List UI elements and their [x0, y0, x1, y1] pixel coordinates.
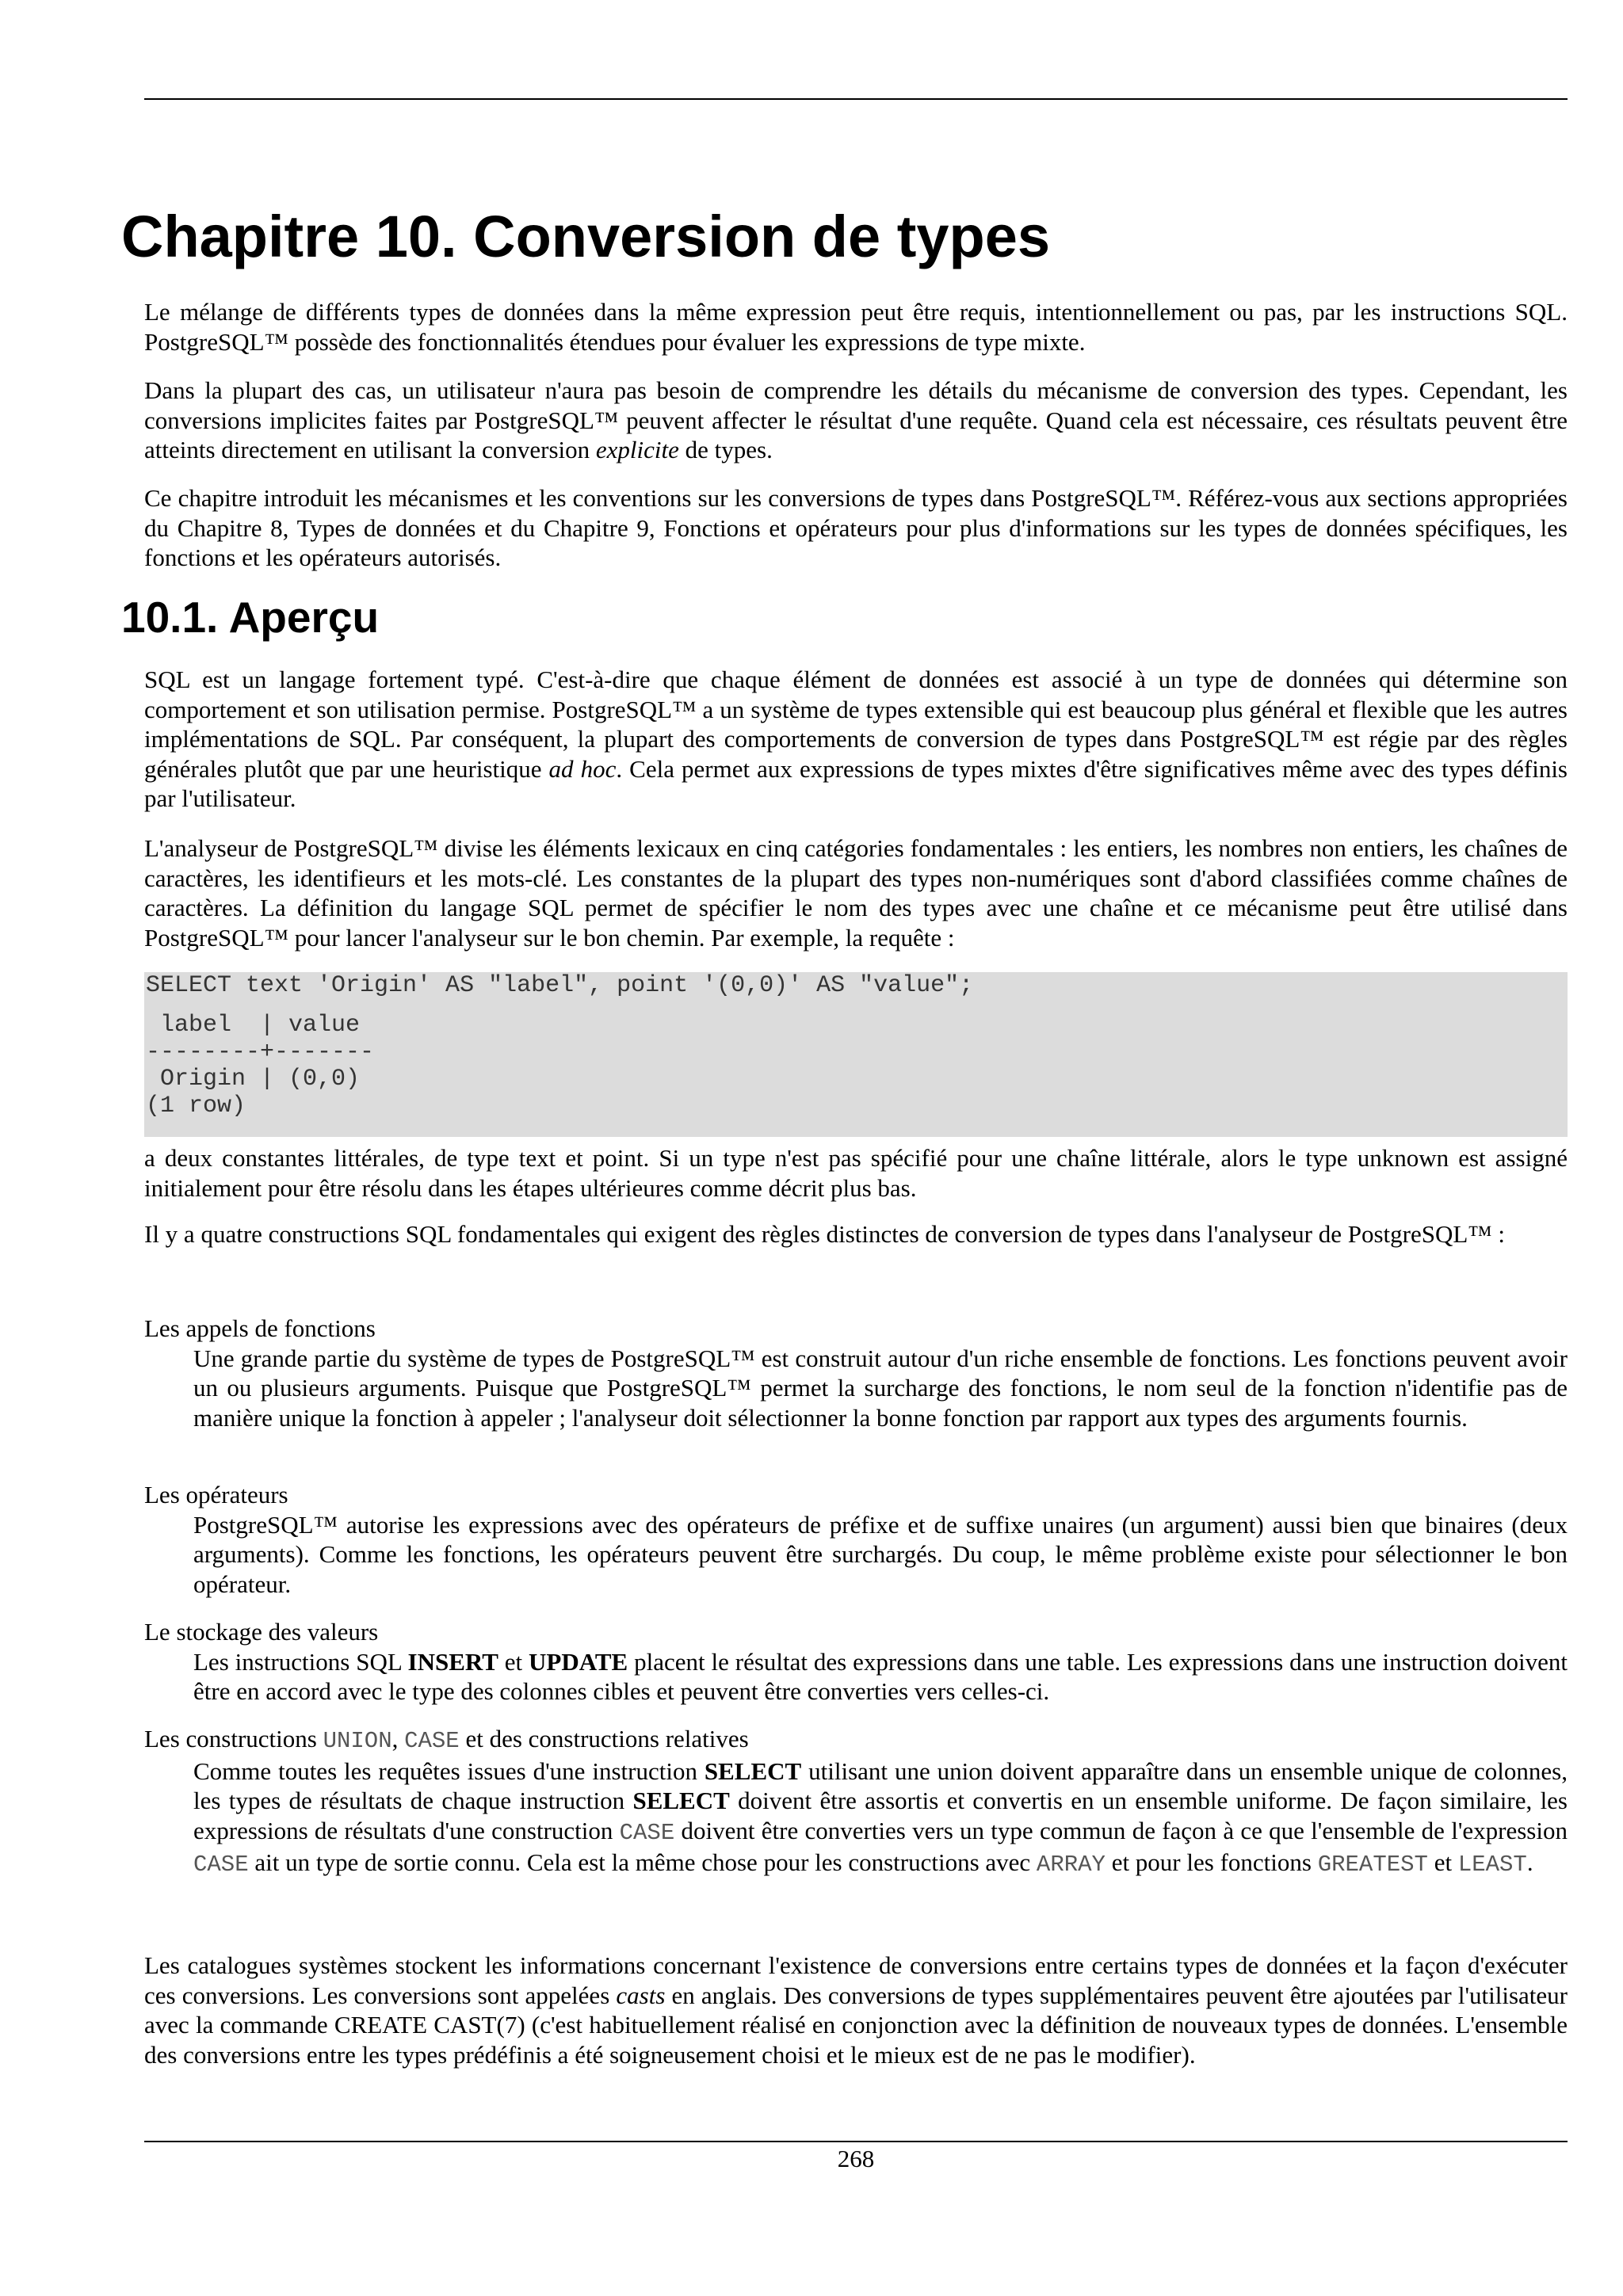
definition-item-function-calls	[144, 1314, 1568, 1432]
sql-keyword-insert: INSERT	[407, 1647, 498, 1676]
section-paragraph-2: L'analyseur de PostgreSQL™ divise les éléments lexicaux en cinq catégories fondamentales : les entiers, les nombres non entiers, les chaînes de caractères, les identifieurs et les mots-clé. Les constantes de la plupart des types non-numériques sont d'abord classifiées comme chaînes de caractères. La définition du langage SQL permet de spécifier le nom des types avec une chaîne et ce mécanisme peut être utilisé dans PostgreSQL™ pour lancer l'analyseur sur le bon chemin. Par exemple, la requête :	[144, 834, 1568, 952]
sql-keyword-select: SELECT	[704, 1756, 802, 1785]
code-array: ARRAY	[1036, 1852, 1106, 1878]
text-segment: doivent être assortis et convertis en un ensemble uniforme. De façon similaire, les expressions de résultats d'une construction	[193, 1787, 1568, 1844]
text-segment: et des constructions relatives	[459, 1725, 749, 1753]
closing-text-end: en anglais. Des conversions de types supplémentaires peuvent être ajoutées par l'utilisateur avec la commande CREATE CAST(7) (c'est habituellement réalisé en conjonction avec la définition de nouveaux types de données. L'ensemble des conversions entre les types prédéfinis a été soigneusement choisi et le mieux est de ne pas le modifier).	[144, 1981, 1568, 2069]
definition-description: Une grande partie du système de types de PostgreSQL™ est construit autour d'un riche ensemble de fonctions. Les fonctions peuvent avoir un ou plusieurs arguments. Puisque que PostgreSQL™ permet la surcharge des fonctions, le nom seul de la fonction n'identifie pas de manière unique la fonction à appeler ; l'analyseur doit sélectionner la bonne fonction par rapport aux types des arguments fournis.	[193, 1344, 1568, 1432]
code-union: UNION	[323, 1728, 392, 1754]
code-greatest: GREATEST	[1317, 1852, 1428, 1878]
definition-item-operators	[144, 1480, 1568, 1599]
code-case: CASE	[193, 1852, 249, 1878]
definition-term: Le stockage des valeurs	[144, 1618, 379, 1646]
code-case: CASE	[404, 1728, 460, 1754]
text-segment: Les constructions	[144, 1725, 323, 1753]
definition-description	[193, 1756, 1568, 1880]
section-paragraph-1	[144, 665, 1568, 814]
text-segment: et pour les fonctions	[1105, 1848, 1318, 1876]
code-line-4: Origin | (0,0)	[146, 1066, 361, 1093]
section-paragraph-3: a deux constantes littérales, de type text et point. Si un type n'est pas spécifié pour une chaîne littérale, alors le type unknown est assigné initialement pour être résolu dans les étapes ultérieures comme décrit plus bas.	[144, 1144, 1568, 1202]
intro-paragraph-2	[144, 376, 1568, 465]
intro-paragraph-3: Ce chapitre introduit les mécanismes et les conventions sur les conversions de types dans PostgreSQL™. Référez-vous aux sections appropriées du Chapitre 8, Types de données et du Chapitre 9, Fonctions et opérateurs pour plus d'informations sur les types de données spécifiques, les fonctions et les opérateurs autorisés.	[144, 484, 1568, 571]
definition-item-union-case	[144, 1724, 1568, 1880]
text-segment: et	[498, 1647, 529, 1676]
text-segment: utilisant une union doivent apparaître dans un ensemble unique de colonnes, les types de résultats de chaque instruction	[193, 1756, 1568, 1814]
text-segment: et	[1427, 1848, 1458, 1876]
sql-keyword-update: UPDATE	[529, 1647, 628, 1676]
text-segment: ait un type de sortie connu. Cela est la même chose pour les constructions avec	[248, 1848, 1037, 1876]
chapter-title: Chapitre 10. Conversion de types	[121, 204, 1051, 269]
section-paragraph-1-text: SQL est un langage fortement typé. C'est-à-dire que chaque élément de données est associé à un type de données qui détermine son comportement et son utilisation permise. PostgreSQL™ a un système de types extensible qui est beaucoup plus général et flexible que les autres implémentations de SQL. Par conséquent, la plupart des comportements de conversion de types dans PostgreSQL™ est régie par des règles générales plutôt que par une heuristique	[144, 666, 1568, 783]
intro-paragraph-2-text-end: de types.	[678, 436, 773, 463]
definition-description: PostgreSQL™ autorise les expressions avec des opérateurs de préfixe et de suffixe unaires (un argument) aussi bien que binaires (deux arguments). Comme les fonctions, les opérateurs peuvent être surchargés. Du coup, le même problème existe pour sélectionner le bon opérateur.	[193, 1510, 1568, 1598]
closing-text: Les catalogues systèmes stockent les informations concernant l'existence de conversions entre certains types de données et la façon d'exécuter ces conversions. Les conversions sont appelées	[144, 1951, 1568, 2009]
code-line-2: label | value	[146, 1012, 361, 1039]
section-paragraph-4: Il y a quatre constructions SQL fondamentales qui exigent des règles distinctes de conversion de types dans l'analyseur de PostgreSQL™ :	[144, 1220, 1506, 1248]
intro-paragraph-2-emphasis: explicite	[595, 436, 679, 463]
page-number: 268	[837, 2145, 875, 2172]
text-segment: placent le résultat des expressions dans une table. Les expressions dans une instruction doivent être en accord avec le type des colonnes cibles et peuvent être converties vers celles-ci.	[193, 1647, 1568, 1705]
code-least: LEAST	[1457, 1852, 1527, 1878]
intro-paragraph-1: Le mélange de différents types de données dans la même expression peut être requis, intentionnellement ou pas, par les instructions SQL. PostgreSQL™ possède des fonctionnalités étendues pour évaluer les expressions de type mixte.	[144, 298, 1568, 356]
text-segment: doivent être converties vers un type commun de façon à ce que l'ensemble de l'expression	[674, 1816, 1568, 1844]
sql-keyword-select: SELECT	[632, 1787, 730, 1814]
top-rule	[144, 98, 1568, 100]
code-line-5: (1 row)	[146, 1093, 246, 1119]
definition-description	[193, 1647, 1568, 1707]
section-paragraph-1-emphasis: ad hoc	[548, 754, 617, 783]
bottom-rule	[144, 2141, 1568, 2142]
definition-term: Les opérateurs	[144, 1481, 288, 1508]
closing-paragraph	[144, 1951, 1568, 2069]
section-paragraph-1-text-end: . Cela permet aux expressions de types mixtes d'être significatives même avec des types définis par l'utilisateur.	[144, 754, 1568, 812]
closing-emphasis: casts	[616, 1981, 666, 2009]
code-example	[144, 972, 1568, 1137]
section-title: 10.1. Aperçu	[121, 593, 380, 642]
definition-term	[144, 1724, 1568, 1756]
text-segment: ,	[391, 1725, 405, 1753]
code-line-3: --------+-------	[146, 1039, 375, 1066]
text-segment: Comme toutes les requêtes issues d'une instruction	[193, 1756, 705, 1785]
text-segment: .	[1526, 1848, 1533, 1876]
text-segment: Les instructions SQL	[193, 1647, 408, 1676]
code-line-1: SELECT text 'Origin' AS "label", point '(0,0)' AS "value";	[146, 972, 974, 999]
intro-paragraph-2-text: Dans la plupart des cas, un utilisateur n'aura pas besoin de comprendre les détails du mécanisme de conversion des types. Cependant, les conversions implicites faites par PostgreSQL™ peuvent affecter le résultat d'une requête. Quand cela est nécessaire, ces résultats peuvent être atteints directement en utilisant la conversion	[144, 376, 1568, 463]
definition-term: Les appels de fonctions	[144, 1314, 376, 1342]
definition-item-value-storage	[144, 1617, 1568, 1707]
code-case: CASE	[619, 1819, 675, 1846]
